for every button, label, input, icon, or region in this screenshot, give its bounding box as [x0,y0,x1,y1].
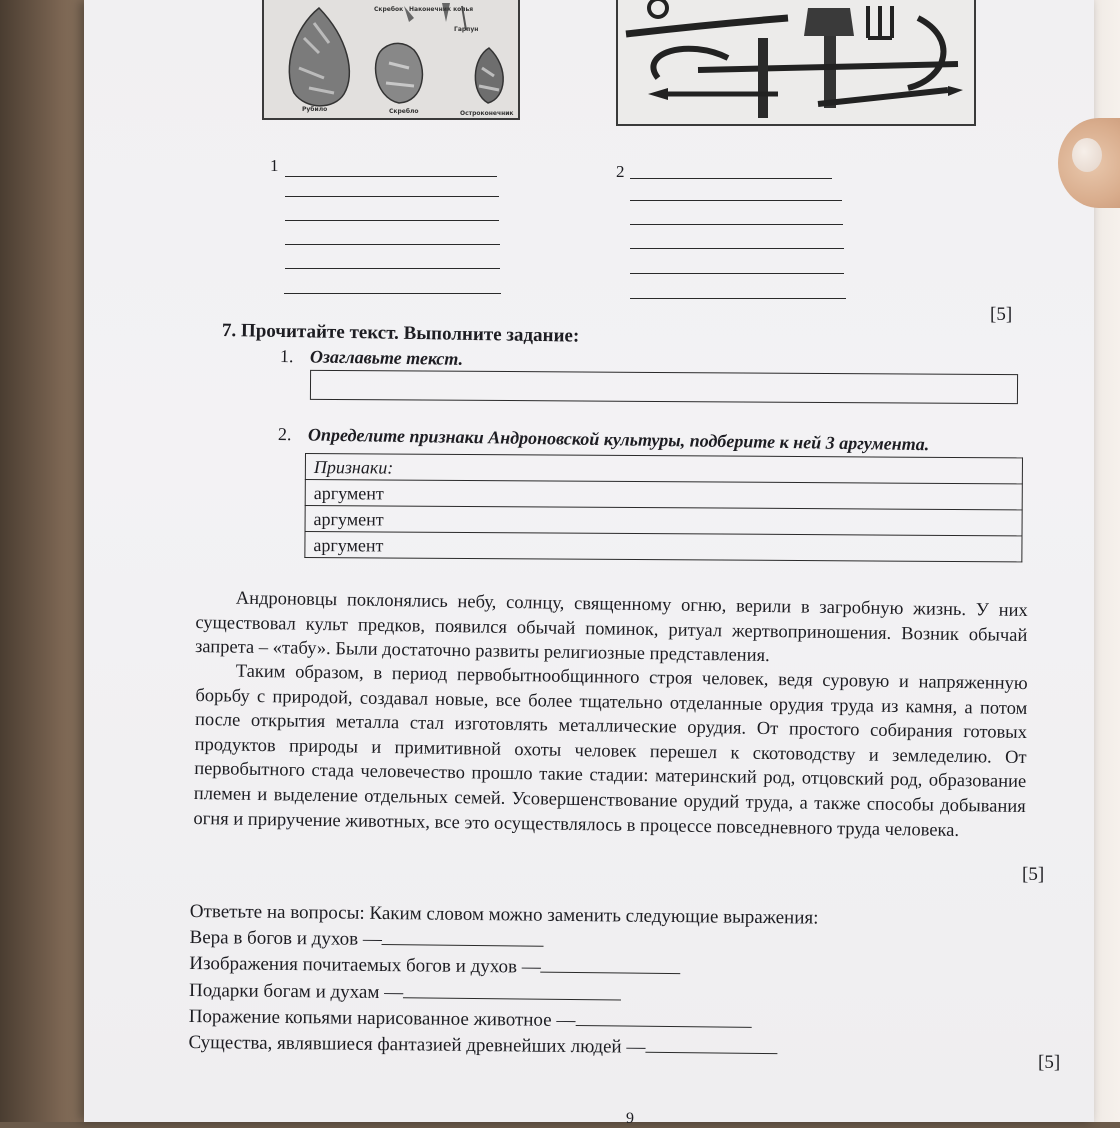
question-7-title: 7. Прочитайте текст. Выполните задание: [221,320,580,347]
answer-blank[interactable] [645,1038,777,1054]
answer-blank[interactable] [403,983,621,1000]
task-2-text: Определите признаки Андроновской культуры, подберите к ней 3 аргумента. [307,424,930,455]
title-answer-box[interactable] [310,370,1018,404]
answer-line[interactable] [630,200,842,201]
task-1 [280,346,463,370]
answer-line[interactable] [284,293,501,294]
stone-tools-image [262,0,520,120]
answer-line[interactable] [630,273,844,274]
score-marker-top: [5] [990,304,1013,325]
answer-line[interactable] [285,176,497,177]
text-paragraph-2 [193,659,1028,844]
tool-label-harpoon: Гарпун [454,26,479,33]
task-1-text: Озаглавьте текст. [309,346,464,369]
argument-cell[interactable]: аргумент [305,480,1022,510]
tool-label-spearhead: Наконечник копья [409,6,474,13]
answer-line[interactable] [630,224,843,225]
answer-line[interactable] [285,220,499,221]
answer-line[interactable] [285,268,500,269]
questions-intro: Ответьте на вопросы: Каким словом можно заменить следующие выражения: [189,900,819,929]
tool-label-scraper-small: Скребок [374,6,404,13]
answer-blank[interactable] [541,958,681,974]
paragraph-1-text: Андроновцы поклонялись небу, солнцу, священному огню, верили в загробную жизнь. У них существовал культ предков, появился обычай поминок, ритуал жертвоприношения. Возник обычай запрета – «табу». Были достаточно развиты религиозные представления. [194,588,1028,667]
page-number: 9 [626,1110,634,1127]
task-1-number: 1. [279,346,294,367]
metal-tools-image [616,0,976,126]
question-text: Существа, являвшиеся фантазией древнейших людей — [188,1032,646,1058]
score-marker-middle: [5] [1022,864,1045,885]
fingernail [1072,138,1102,172]
tool-label-hand-axe: Рубило [302,106,328,113]
features-table [304,453,1023,562]
task-2-number: 2. [277,424,292,445]
answer-line[interactable] [630,178,832,179]
question-text: Поражение копьями нарисованное животное — [188,1005,576,1031]
question-text: Вера в богов и духов — [189,927,383,951]
answer-line[interactable] [285,244,500,245]
score-marker-bottom: [5] [1038,1052,1061,1073]
tool-label-scraper: Скребло [389,108,419,115]
answer-line[interactable] [630,248,844,249]
answer-line[interactable] [630,298,846,299]
answer-number-1: 1 [270,156,279,175]
argument-cell[interactable]: аргумент [305,532,1022,562]
answer-line[interactable] [285,196,499,197]
tool-label-point: Остроконечник [460,110,514,117]
question-text: Изображения почитаемых богов и духов — [189,953,541,979]
table-row [305,532,1022,562]
answer-blank[interactable] [575,1011,751,1028]
answer-number-2: 2 [616,162,625,181]
questions-block [188,899,818,1063]
features-header-text: Признаки: [313,456,394,478]
paragraph-2-text: Таким образом, в период первобытнообщинного строя человек, ведя суровую и напряженную борьбу с природой, создавал новые, все более тщательно отделанные орудия труда из камня, а потом после открытия металла стал изготовлять металлические орудия. От простого собирания готовых продуктов природы и примитивной охоты человек перешел к скотоводству и земледелию. От первобытного стада человечество прошло такие стадии: материнский род, отцовский род, образование племен и выделение отдельных семей. Усовершенствование орудий труда, а также способы добывания огня и приручение животных, все это осуществлялось в процессе повседневного труда человека. [193,661,1028,841]
argument-cell[interactable]: аргумент [305,506,1022,536]
answer-blank[interactable] [382,930,544,947]
question-text: Подарки богам и духам — [188,979,404,1003]
text-paragraph-1 [195,586,1028,673]
